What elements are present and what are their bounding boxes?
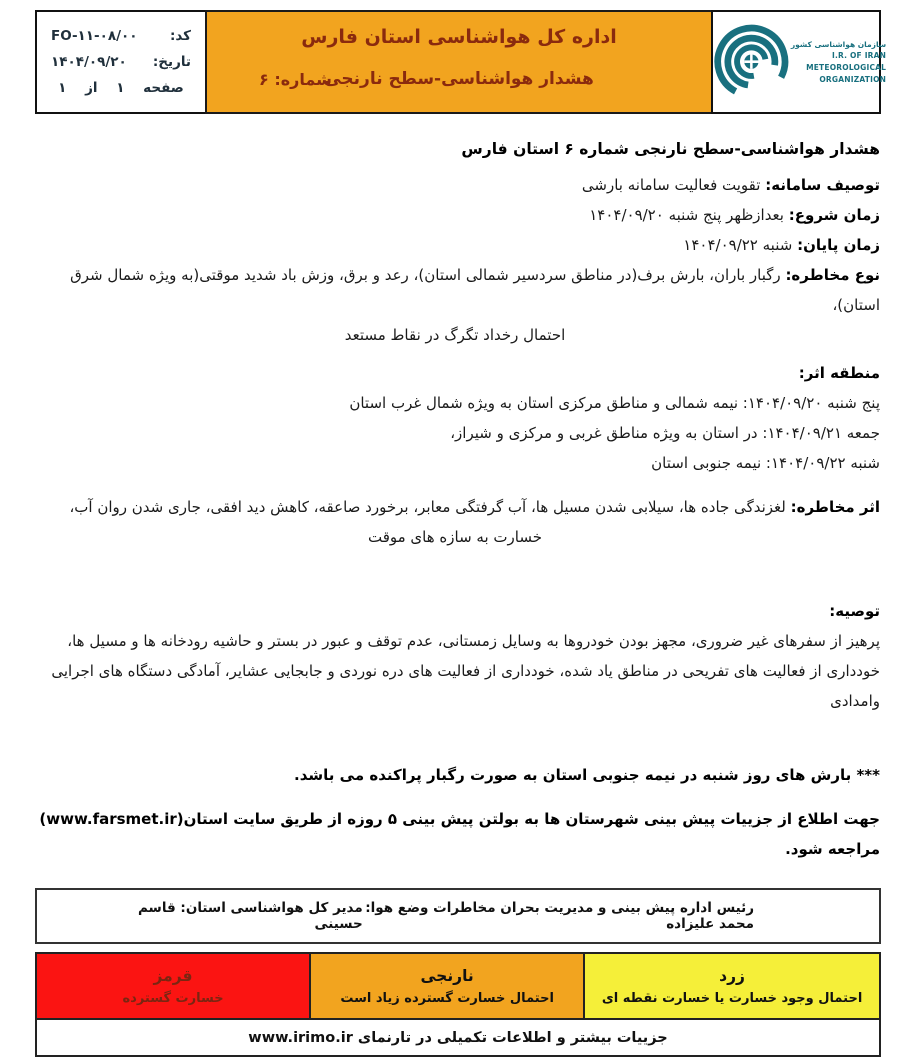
system-description-label: توصیف سامانه: <box>765 176 880 194</box>
start-time-label: زمان شروع: <box>788 206 880 224</box>
document-body <box>0 136 916 864</box>
hazard-effect-continuation: خسارت به سازه های موقت <box>367 528 543 546</box>
header-title-box <box>205 10 711 114</box>
warning-level-subtitle: هشدار هواشناسی-سطح نارنجی <box>324 69 594 89</box>
header-info-box <box>35 10 205 114</box>
level-yellow-description: احتمال وجود خسارت یا خسارت نقطه ای <box>601 990 863 1006</box>
affected-region-thursday: پنج شنبه ۱۴۰۴/۰۹/۲۰: نیمه شمالی و مناطق مرکزی استان به ویژه شمال غرب استان <box>349 394 880 412</box>
level-red-cell <box>37 954 311 1018</box>
website-reference-note: جهت اطلاع از جزییات پیش بینی شهرستان ها به بولتن پیش بینی ۵ روزه از طریق سایت استان(www.farsmet.ir) مراجعه شود. <box>39 810 880 858</box>
organization-name-block <box>791 39 886 86</box>
signature-box <box>35 888 881 944</box>
start-time-line <box>30 200 880 230</box>
page-number: صفحه ۱ از ۱ <box>58 80 184 96</box>
hazard-effect-value: لغزندگی جاده ها، سیلابی شدن مسیل ها، آب گرفتگی معابر، برخورد صاعقه، کاهش دید افقی، جاری شدن روان آب، <box>69 498 786 516</box>
level-red-title: قرمز <box>153 966 193 985</box>
level-yellow-cell <box>585 954 879 1018</box>
header-subtitle-row <box>207 69 711 93</box>
code-label: کد: <box>169 28 191 44</box>
org-name-farsi: سازمان هواشناسی کشور <box>790 39 887 49</box>
advice-label: توصیه: <box>829 602 880 620</box>
director-general-signature: مدیر کل هواشناسی استان: قاسم حسینی <box>137 900 363 932</box>
level-orange-title: نارنجی <box>420 966 474 985</box>
warning-level-legend <box>35 952 881 1057</box>
document-header <box>35 10 887 114</box>
affected-region-label: منطقه اثر: <box>798 364 880 382</box>
forecast-head-signature: رئیس اداره پیش بینی و مدیریت بحران مخاطرات وضع هوا: محمد علیزاده <box>365 900 754 932</box>
date-label: تاریخ: <box>152 54 191 70</box>
hazard-type-line <box>30 260 880 320</box>
start-time-value: بعدازظهر پنج شنبه ۱۴۰۴/۰۹/۲۰ <box>589 206 784 224</box>
org-name-line2: METEOROLOGICAL <box>806 63 887 72</box>
organization-title: اداره کل هواشناسی استان فارس <box>301 26 617 48</box>
document-code-row <box>51 28 191 44</box>
advice-line-2: خودداری از فعالیت های تفریحی در مناطق یاد شده، خودداری از فعالیت های دره نوردی و جابجایی عشایر، آمادگی دستگاه های اجرایی وامدادی <box>51 662 880 710</box>
level-orange-cell <box>311 954 585 1018</box>
legend-footer-note: جزییات بیشتر و اطلاعات تکمیلی در تارنمای www.irimo.ir <box>37 1018 879 1055</box>
advice-line-1: پرهیز از سفرهای غیر ضروری، مجهز بودن خودروها به وسایل زمستانی، عدم توقف و عبور در بستر و حاشیه رودخانه ها و مسیل ها، <box>67 632 880 650</box>
end-time-label: زمان پایان: <box>797 236 880 254</box>
hazard-effect-label: اثر مخاطره: <box>790 498 880 516</box>
affected-region-friday: جمعه ۱۴۰۴/۰۹/۲۱: در استان به ویژه مناطق غربی و مرکزی و شیراز، <box>450 424 880 442</box>
level-yellow-title: زرد <box>719 966 745 985</box>
org-name-line1: I.R. OF IRAN <box>831 51 887 61</box>
warning-level-row <box>37 954 879 1018</box>
organization-logo-box <box>711 10 887 114</box>
date-value: ۱۴۰۴/۰۹/۲۰ <box>51 54 127 70</box>
hazard-type-label: نوع مخاطره: <box>785 266 880 284</box>
level-red-description: خسارت گسترده <box>122 990 224 1006</box>
warning-number: شماره: ۶ <box>259 70 332 89</box>
system-description-line <box>30 170 880 200</box>
end-time-value: شنبه ۱۴۰۴/۰۹/۲۲ <box>683 236 793 254</box>
affected-region-saturday: شنبه ۱۴۰۴/۰۹/۲۲: نیمه جنوبی استان <box>651 454 880 472</box>
code-value: FO-۱۱-۰۸/۰۰ <box>51 28 138 44</box>
level-orange-description: احتمال خسارت گسترده زیاد است <box>340 990 554 1006</box>
hazard-effect-line <box>30 492 880 522</box>
end-time-line <box>30 230 880 260</box>
scattered-showers-note: *** بارش های روز شنبه در نیمه جنوبی استان به صورت رگبار پراکنده می باشد. <box>294 766 880 784</box>
org-name-line3: ORGANIZATION <box>819 74 887 84</box>
system-description-value: تقویت فعالیت سامانه بارشی <box>581 176 761 194</box>
hazard-type-value: رگبار باران، بارش برف(در مناطق سردسیر شمالی استان)، رعد و برق، وزش باد شدید موقتی(به ویژه شمال شرق استان)، <box>70 266 880 314</box>
meteorological-spiral-logo-icon <box>706 15 790 109</box>
document-date-row <box>51 54 191 70</box>
weather-warning-document <box>0 10 916 1046</box>
hazard-type-continuation: احتمال رخداد تگرگ در نقاط مستعد <box>344 326 566 344</box>
alert-title: هشدار هواشناسی-سطح نارنجی شماره ۶ استان فارس <box>461 140 880 158</box>
